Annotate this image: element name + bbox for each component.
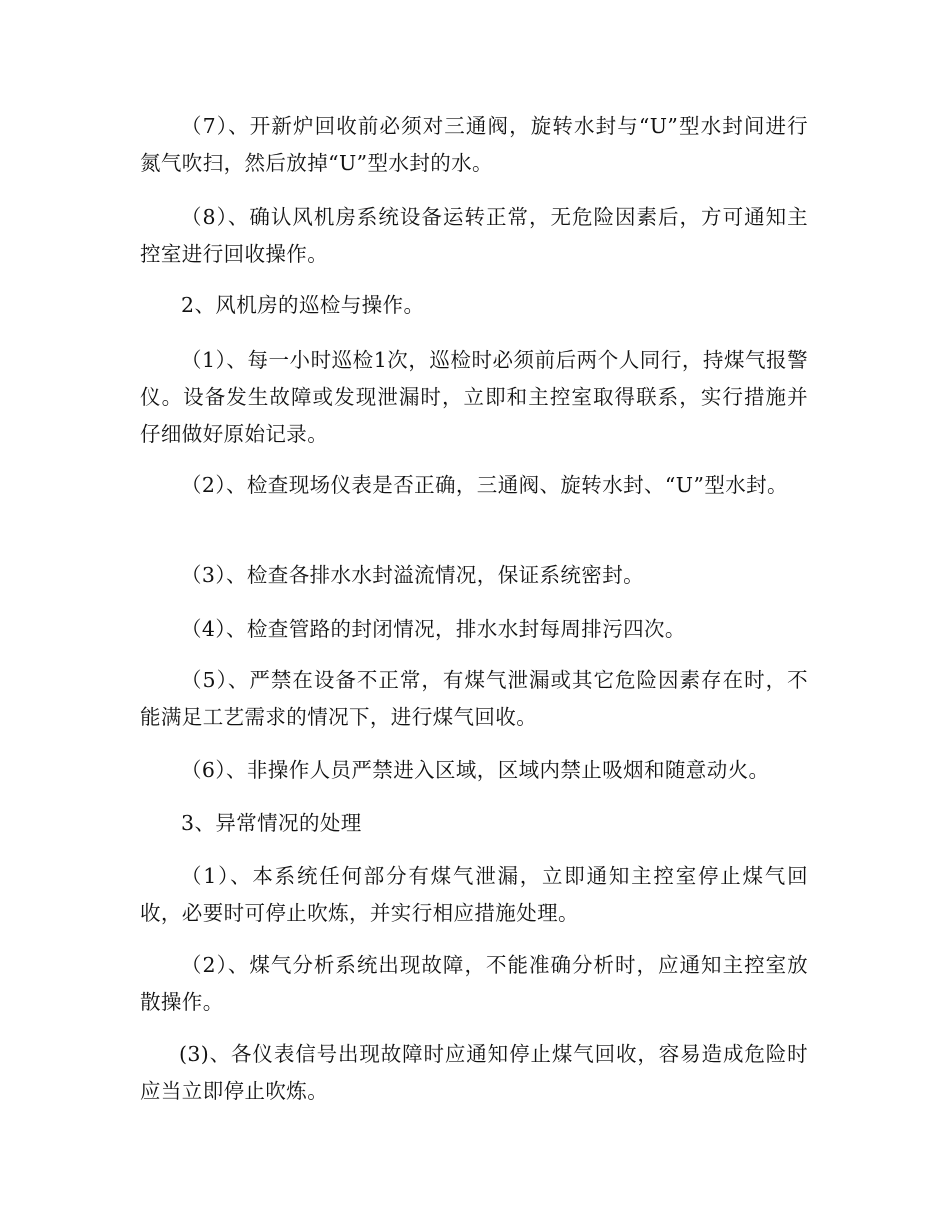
paragraph-analysis-failure: （2）、煤气分析系统出现故障，不能准确分析时，应通知主控室放散操作。 xyxy=(140,953,808,1014)
paragraph-check-pipeline: （4）、检查管路的封闭情况，排水水封每周排污四次。 xyxy=(181,617,686,641)
paragraph-check-drain-seals: （3）、检查各排水水封溢流情况，保证系统密封。 xyxy=(181,563,644,587)
paragraph-restricted-area: （6）、非操作人员严禁进入区域，区域内禁止吸烟和随意动火。 xyxy=(181,758,770,782)
paragraph-prohibit-recovery: （5）、严禁在设备不正常，有煤气泄漏或其它危险因素存在时，不能满足工艺需求的情况下，进行煤气回收。 xyxy=(140,668,808,729)
paragraph-confirm-fan-room: （8）、确认风机房系统设备运转正常，无危险因素后，方可通知主控室进行回收操作。 xyxy=(140,205,808,266)
section-heading-fan-room-inspection: 2、风机房的巡检与操作。 xyxy=(181,293,425,317)
paragraph-hourly-inspection: （1）、每一小时巡检1次，巡检时必须前后两个人同行，持煤气报警仪。设备发生故障或发现泄漏时，立即和主控室取得联系，实行措施并仔细做好原始记录。 xyxy=(140,348,808,446)
paragraph-gas-leak: （1）、本系统任何部分有煤气泄漏，立即通知主控室停止煤气回收，必要时可停止吹炼，并实行相应措施处理。 xyxy=(140,864,808,925)
paragraph-open-new-furnace: （7）、开新炉回收前必须对三通阀，旋转水封与“U”型水封间进行氮气吹扫，然后放掉“U”型水封的水。 xyxy=(140,114,808,175)
paragraph-check-instruments: （2）、检查现场仪表是否正确，三通阀、旋转水封、“U”型水封。 xyxy=(181,473,788,497)
paragraph-instrument-signal-failure: (3)、各仪表信号出现故障时应通知停止煤气回收，容易造成危险时应当立即停止吹炼。 xyxy=(140,1042,808,1103)
section-heading-abnormal-handling: 3、异常情况的处理 xyxy=(181,811,362,835)
